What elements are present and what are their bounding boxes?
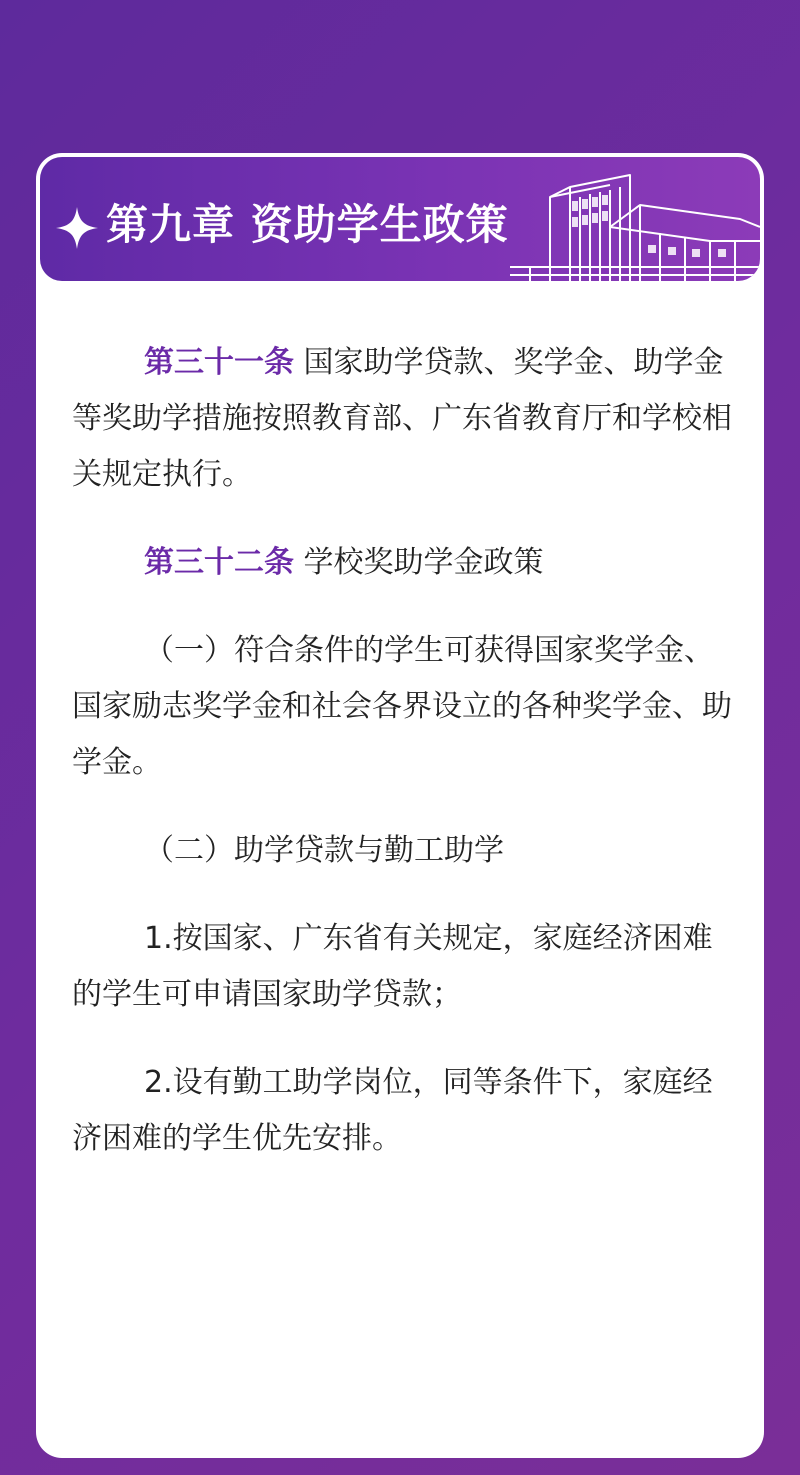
clause-1 — [72, 623, 732, 791]
article-number: 第三十二条 — [144, 545, 294, 580]
clause-text: （一）符合条件的学生可获得国家奖学金、国家励志奖学金和社会各界设立的各种奖学金、助学金。 — [72, 633, 732, 780]
article-text: 学校奖助学金政策 — [294, 545, 544, 580]
item-1 — [72, 911, 732, 1023]
clause-text: （二）助学贷款与勤工助学 — [144, 833, 504, 868]
item-text: 2.设有勤工助学岗位，同等条件下，家庭经济困难的学生优先安排。 — [72, 1065, 713, 1156]
article-number: 第三十一条 — [144, 345, 294, 380]
item-text: 1.按国家、广东省有关规定，家庭经济困难的学生可申请国家助学贷款； — [72, 921, 713, 1012]
article-text: 国家助学贷款、奖学金、助学金等奖助学措施按照教育部、广东省教育厅和学校相关规定执行。 — [72, 345, 732, 492]
chapter-title: 第九章 资助学生政策 — [106, 200, 509, 249]
chapter-header — [40, 157, 760, 281]
clause-2 — [72, 823, 732, 879]
building-illustration — [510, 157, 760, 281]
article-31 — [72, 335, 732, 503]
content-card — [36, 153, 764, 1458]
article-32 — [72, 535, 732, 591]
chapter-content — [72, 335, 732, 1199]
item-2 — [72, 1055, 732, 1167]
sparkle-icon — [54, 205, 100, 251]
